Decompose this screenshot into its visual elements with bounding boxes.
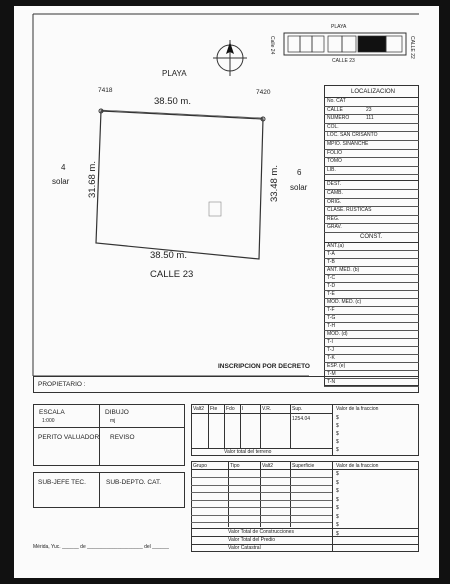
constr-currency: $ [336,479,339,486]
right-lot-number: 6 [297,168,302,177]
terreno-col-line [260,404,261,448]
const-row-label: T-M [327,370,336,377]
terreno-header: Fte [210,406,218,412]
constr-col-line [260,461,261,527]
plan-top-label: PLAYA [162,69,187,78]
right-dimension: 33.48 m. [269,165,280,202]
const-row-label: ESP. (e) [327,362,346,369]
perito-label: PERITO VALUADOR [38,434,100,441]
left-dimension: 31.68 m. [87,161,98,198]
constr-total-label: Valor Catastral [228,545,261,551]
loc-row-label: COL. [327,123,339,130]
terreno-fraccion-label: Valor de la fraccion [336,406,379,412]
const-row-line [324,250,419,251]
constr-col-line [332,461,333,552]
terreno-head-line [191,413,332,414]
constr-currency: $ [336,505,339,511]
const-row-label: ANT. MED. (b) [327,266,360,273]
const-row-line [324,346,419,347]
const-row-label: T-F [327,306,335,313]
terreno-sup-value: 1254.04 [292,416,311,422]
constr-currency: $ [336,488,339,494]
reviso-label: REVISO [110,434,135,441]
terreno-col-line [240,404,244,448]
terreno-currency: $ [336,423,339,429]
constr-row-line [191,485,332,486]
loc-row2-label: DEST. [327,181,342,188]
loc-row-line [324,232,419,233]
const-row-line [324,314,419,315]
loc-row-label: No. CAT [327,98,346,104]
loc-row-label: MPIO. SINANCHE [327,141,369,147]
header-top-label: PLAYA [331,24,347,30]
footer-text: Mérida, Yuc. ______ de ____________________ del ______ [33,544,169,550]
constr-row-line [191,500,332,501]
escala-value: 1:000 [42,418,55,424]
loc-row2-label: ORIG. [327,198,342,205]
constr-total-line [191,536,419,537]
construccion-header: Tipo [230,463,240,469]
loc-row-line [324,166,419,167]
terreno-col-line [290,404,291,448]
constr-currency: $ [336,513,339,520]
const-row-line [324,354,419,355]
bottom-street-label: CALLE 23 [150,269,194,280]
const-row-line [324,258,419,259]
terreno-currency: $ [336,431,339,437]
loc-row-label: NUMERO [327,115,350,122]
const-row-label: T-N [327,378,336,385]
constr-currency: $ [336,522,339,528]
loc-row-value: 111 [366,115,374,122]
loc-row2-label: REG. [327,215,340,222]
left-lot-label: solar [52,177,70,186]
constr-row-line [191,515,332,516]
cadastral-sheet [14,6,439,578]
constr-currency: $ [336,530,339,537]
terreno-currency: $ [336,415,339,421]
const-row-label: T-C [327,274,336,281]
terreno-currency: $ [336,447,339,453]
const-row-line [324,386,419,387]
constr-fraccion-label: Valor de la fraccion [336,463,379,469]
constr-head-line [191,469,419,470]
const-row-label: T-H [327,322,336,329]
const-row-label: MOD. (d) [327,330,348,337]
const-row-line [324,322,419,323]
constr-row-line [191,507,332,508]
corner-left: 7418 [98,87,113,94]
right-lot-label: solar [290,183,308,192]
terreno-col-line [332,404,333,456]
terreno-total-label: Valor total del terreno [224,449,272,455]
subjefe-label: SUB-JEFE TEC. [38,479,86,486]
terreno-header: Fdo [226,406,235,412]
const-row-label: ANT.(a) [327,242,344,249]
const-row-label: T-K [327,354,335,361]
const-row-label: T-J [327,346,334,353]
const-row-line [324,378,419,379]
constr-currency: $ [336,471,339,477]
inscription: INSCRIPCION POR DECRETO [218,363,310,370]
construccion-header: Superficie [292,463,315,469]
const-row-line [324,306,419,307]
constr-currency: $ [336,496,339,503]
header-left-street: Calle 24 [269,36,275,55]
const-row-label: T-G [327,314,336,321]
const-row-label: T-B [327,258,335,265]
constr-row-line [191,492,332,493]
const-row-label: T-I [327,338,333,345]
loc-row-label: CALLE [327,106,343,113]
escala-label: ESCALA [39,409,65,416]
loc-row-label: TOMO [327,158,342,165]
header-right-street: CALLE 22 [409,36,415,59]
const-row-line [324,282,419,283]
dibujo-label: DIBUJO [105,409,129,416]
top-dimension: 38.50 m. [154,96,191,107]
constr-total-label: Valor Total de Construcciones [228,529,294,535]
loc-row-label: FOLIO [327,149,343,156]
loc-row-label: LOC. SAN CRISANTO [327,132,378,139]
const-title: CONST. [360,234,383,240]
const-row-line [324,338,419,339]
const-row-label: MOD. MED. (c) [327,298,362,305]
corner-right: 7420 [256,89,271,96]
loc-row-line [324,174,419,175]
loc-row2-label: CLASE. RUSTICAS [327,207,372,214]
constr-row-line [191,477,332,478]
constr-col-line [228,461,229,527]
terreno-col-line [208,404,209,448]
constr-row-line [191,522,332,523]
loc-row-value: 23 [366,106,372,113]
dibujo-value: mj [110,418,116,424]
left-lot-number: 4 [61,163,66,172]
loc-row-label: LIB. [327,166,336,173]
constr-col-line [290,461,291,527]
terreno-header: Valt2 [193,406,205,412]
bottom-dimension: 38.50 m. [150,250,187,261]
terreno-col-line [224,404,225,448]
localizacion-title: LOCALIZACION [351,89,396,95]
constr-total-line [191,544,419,545]
loc-row2-label: CAMB. [327,190,343,196]
subdepto-label: SUB-DEPTO. CAT. [106,479,162,486]
const-row-label: T-D [327,282,336,289]
const-row-line [324,290,419,291]
constr-total-label: Valor Total del Predio [228,537,276,543]
const-row-line [324,370,419,371]
const-row-label: T-E [327,290,335,297]
construccion-header: Valt2 [262,463,274,469]
subjefe-box [33,472,185,508]
construccion-header: Grupo [193,463,207,469]
const-row-label: T-A [327,250,335,257]
const-row-line [324,274,419,275]
terreno-header: I [242,406,244,412]
header-bottom-street: CALLE 23 [332,58,355,64]
loc-row2-label: GRAV. [327,224,342,231]
terreno-header: Sup. [292,406,303,412]
terreno-currency: $ [336,439,339,445]
constr-total-line [191,528,419,529]
propietario-label: PROPIETARIO : [38,381,86,388]
terreno-header: V.R. [262,406,272,412]
